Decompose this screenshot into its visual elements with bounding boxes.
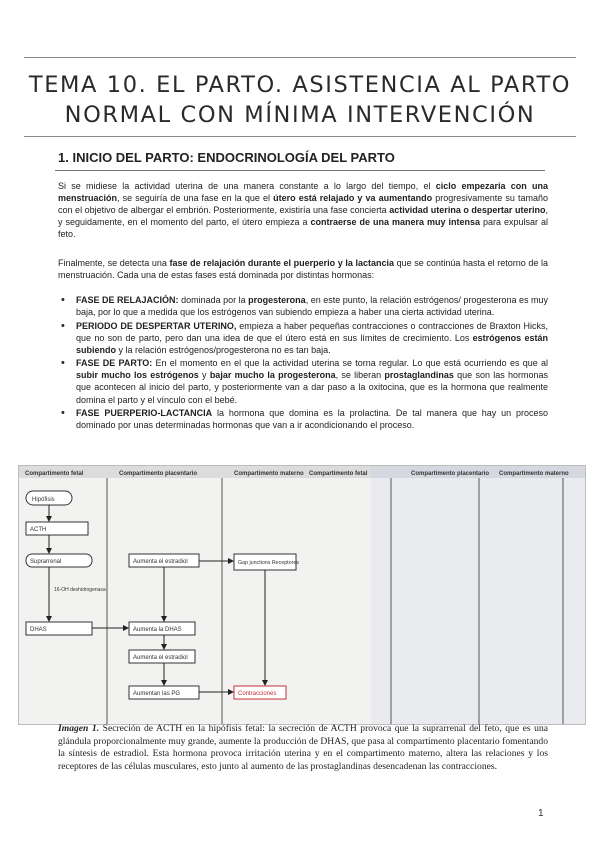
- caption-label: Imagen 1.: [58, 723, 100, 734]
- title-line-1: TEMA 10. EL PARTO. ASISTENCIA AL PARTO: [28, 72, 572, 98]
- right-col-fetal: Compartimento fetal: [309, 471, 368, 477]
- title-bottom-rule: [24, 136, 576, 137]
- phase-list: [58, 294, 548, 433]
- left-note-deshidrogenasa: 16-OH deshidrogenasa: [54, 587, 106, 593]
- left-panel: [19, 466, 371, 724]
- left-box-estradiol-2: Aumenta el estradiol: [133, 655, 188, 661]
- right-col-placental: Compartimento placentario: [411, 471, 490, 477]
- left-col-fetal: Compartimento fetal: [25, 471, 84, 477]
- paragraph-1: Si se midiese la actividad uterina de una manera constante a lo largo del tiempo, el ciclo empezaría con una menstruación, se seguiría de una fase en la que el útero está relajado y va aumentando progresivamente su tamaño con el objetivo de albergar el embrión. Posteriormente, existiría una fase concierta actividad uterina o despertar uterino, y seguidamente, en el momento del parto, el útero empieza a contraerse de una manera muy intensa para expulsar al feto.: [58, 181, 548, 240]
- phase-item-puerperio: • FASE PUERPERIO-LACTANCIA la hormona que domina es la prolactina. De tal manera que hay un proceso dominado por unas determinadas hormonas que van a ir acondicionando el proceso.: [76, 407, 548, 431]
- paragraph-2: Finalmente, se detecta una fase de relajación durante el puerperio y la lactancia que se continúa hasta el retorno de la menstruación. Cada una de estas fases está dominada por distintas hormonas:: [58, 258, 548, 281]
- phase-item-parto: • FASE DE PARTO: En el momento en el que la actividad uterina se torna regular. Lo que está ocurriendo es que al subir mucho los estrógenos y bajar mucho la progesterona, se liberan prostaglandinas que son las hormonas que acontecen al inicio del parto, y posteriormente van a dar paso a la oxitocina, que es la hormona que realmente domina el parto y el vínculo con el bebé.: [76, 357, 548, 405]
- page-number: 1: [538, 808, 544, 819]
- hormone-flow-figure: [18, 465, 586, 725]
- left-box-contracciones: Contracciones: [238, 691, 277, 697]
- page-title: [24, 70, 576, 130]
- section-heading-rule: [55, 170, 545, 171]
- left-box-suprarrenal: Suprarrenal: [30, 559, 62, 565]
- caption-text: Secreción de ACTH en la hipófisis fetal: la secreción de ACTH provoca que la suprarrenal del feto, que es una glándula proporcionalmente muy grande, aumente la producción de DHAS, que pasa al compartimento placentario fomentando la síntesis de estradiol. Esta hormona provoca irritación uterina y en el compartimento materno, altera las relaciones y los receptores de las células musculares, esto junto al aumento de las prostaglandinas desencadenan las contracciones.: [58, 723, 548, 772]
- left-box-acth: ACTH: [30, 527, 47, 533]
- right-col-maternal: Compartimento materno: [499, 471, 569, 477]
- left-box-gap-junctions: Gap junctions Receptores: [238, 560, 299, 566]
- left-box-pg: Aumentan las PG: [133, 691, 181, 697]
- hormone-flow-diagram: [19, 466, 585, 724]
- phase-item-relajacion: • FASE DE RELAJACIÓN: dominada por la progesterona, en este punto, la relación estrógenos/ progesterona es muy baja, por lo que a medida que los estrógenos van subiendo empieza a haber una cierta actividad uterina.: [76, 294, 548, 318]
- left-col-placental: Compartimento placentario: [119, 471, 198, 477]
- left-box-dhas: DHAS: [30, 627, 47, 633]
- section-heading: 1. INICIO DEL PARTO: ENDOCRINOLOGÍA DEL PARTO: [58, 150, 395, 165]
- left-box-estradiol-1: Aumenta el estradiol: [133, 559, 188, 565]
- left-box-dhas-placenta: Aumenta la DHAS: [133, 627, 182, 633]
- left-col-maternal: Compartimento materno: [234, 471, 304, 477]
- title-top-rule: [24, 57, 576, 58]
- phase-item-despertar: • PERIODO DE DESPERTAR UTERINO, empieza a haber pequeñas contracciones o contracciones de Braxton Hicks, que no son de parto, pero dan una idea de que el útero está en sus límites de crecimiento. Los estrógenos están subiendo y la relación estrógenos/progesterona no es tan baja.: [76, 320, 548, 356]
- figure-caption: [58, 723, 548, 773]
- left-box-hipofisis: Hipófisis: [32, 497, 55, 503]
- title-line-2: NORMAL CON MÍNIMA INTERVENCIÓN: [64, 102, 536, 128]
